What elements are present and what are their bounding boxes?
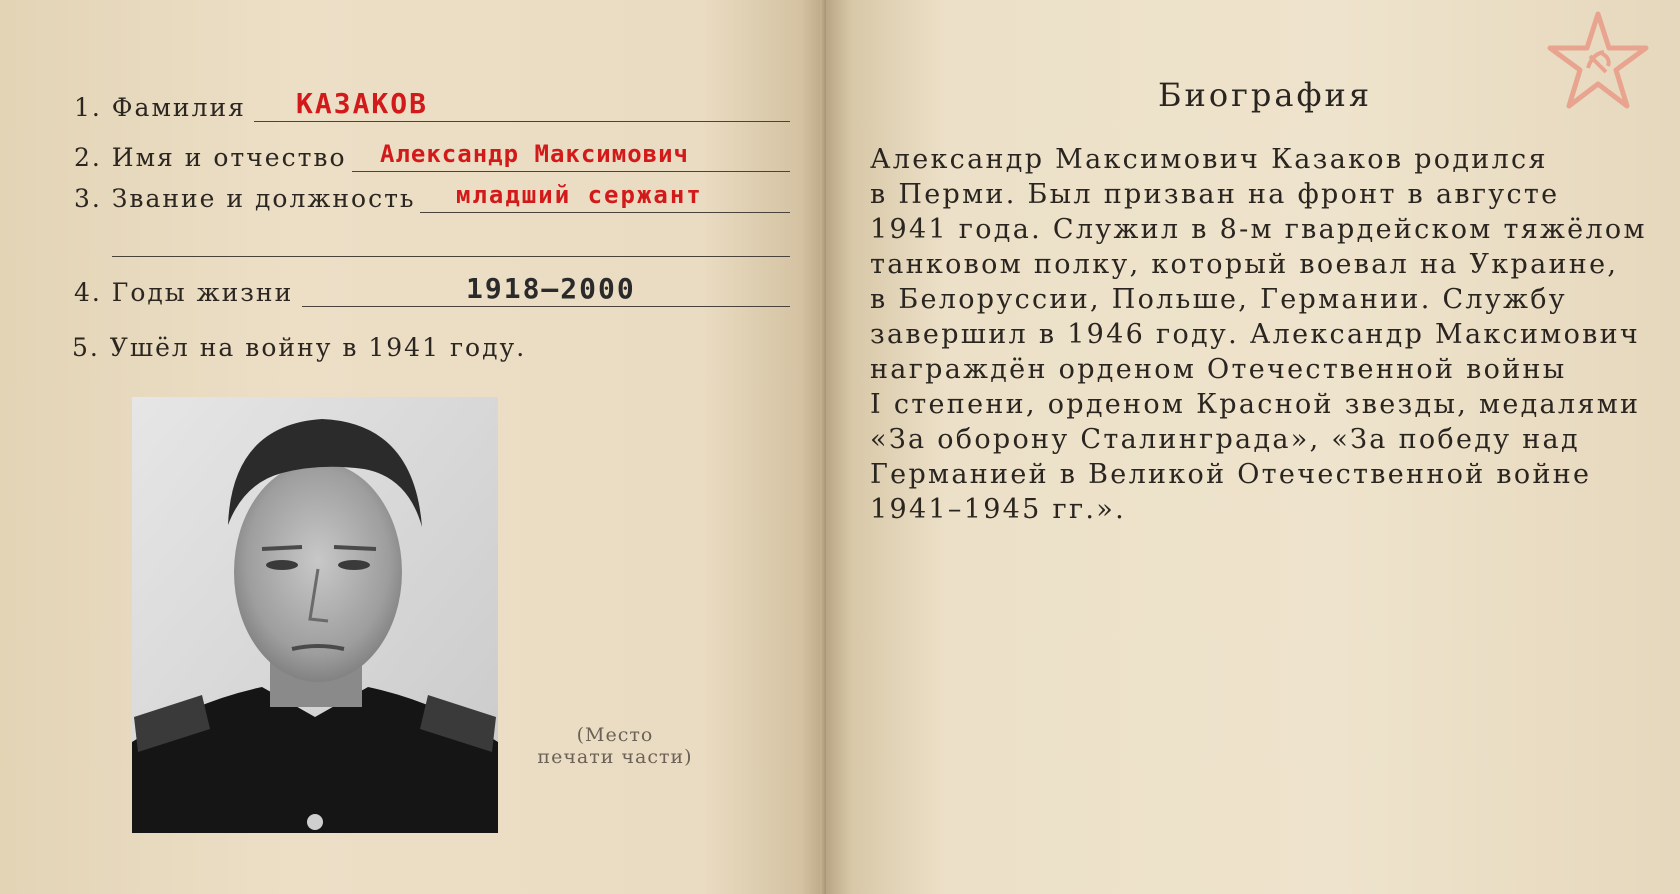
bio-line: в Перми. Был призван на фронт в августе — [870, 179, 1560, 210]
surname-underline — [254, 121, 790, 122]
bio-line: Германией в Великой Отечественной войне — [870, 459, 1592, 490]
soldier-portrait-photo — [132, 397, 498, 833]
biography-title: Биография — [1158, 76, 1372, 114]
seal-label-line-2: печати части) — [537, 746, 693, 768]
bio-line: танковом полку, который воевал на Украине, — [870, 249, 1619, 280]
name-label: 2. Имя и отчество — [74, 143, 347, 172]
left-page — [0, 0, 826, 894]
bio-line: 1941 года. Служил в 8-м гвардейском тяжёлом — [870, 214, 1647, 245]
years-value: 1918–2000 — [466, 272, 636, 305]
surname-label: 1. Фамилия — [74, 93, 246, 122]
bio-line: 1941–1945 гг.». — [870, 494, 1126, 525]
name-underline — [352, 171, 790, 172]
rank-value: младший сержант — [456, 181, 703, 209]
surname-field — [74, 86, 790, 122]
bio-line: награждён орденом Отечественной войны — [870, 354, 1567, 385]
name-field — [74, 136, 790, 172]
war-note: 5. Ушёл на войну в 1941 году. — [72, 333, 527, 362]
rank-field — [74, 177, 790, 213]
name-value: Александр Максимович — [380, 140, 689, 168]
bio-line: I степени, орденом Красной звезды, медалями — [870, 389, 1641, 420]
surname-value: КАЗАКОВ — [296, 87, 429, 120]
years-underline — [302, 306, 790, 307]
seal-placeholder-label — [530, 724, 700, 768]
bio-line: завершил в 1946 году. Александр Максимович — [870, 319, 1641, 350]
rank-label: 3. Звание и должность — [74, 184, 416, 213]
years-field — [74, 271, 790, 307]
rank-underline — [420, 212, 790, 213]
rank-extra-underline — [112, 256, 790, 257]
bio-line: Александр Максимович Казаков родился — [870, 144, 1548, 175]
bio-line: в Белоруссии, Польше, Германии. Службу — [870, 284, 1567, 315]
seal-label-line-1: (Место — [576, 724, 654, 746]
red-star-emblem-icon — [1546, 10, 1650, 114]
bio-line: «За оборону Сталинграда», «За победу над — [870, 424, 1580, 455]
years-label: 4. Годы жизни — [74, 278, 294, 307]
